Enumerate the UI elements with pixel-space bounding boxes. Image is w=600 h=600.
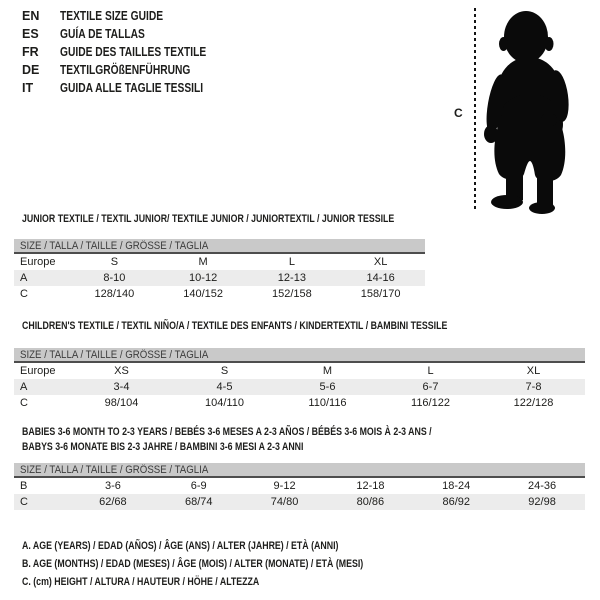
language-code: ES [22,27,39,41]
babies-section-title-line2: BABYS 3-6 MONATE BIS 2-3 JAHRE / BAMBINI 3-6 MESI A 2-3 ANNI [22,441,304,453]
table-cell: 74/80 [270,496,299,508]
row-label-cell: Europe [20,365,56,377]
language-title: GUIDE DES TAILLES TEXTILE [60,45,207,59]
table-cell: 7-8 [525,381,542,393]
language-row [22,7,238,25]
table-cell: 110/116 [308,397,347,409]
babies-section-title-line1: BABIES 3-6 MONTH TO 2-3 YEARS / BEBÉS 3-6 MESES A 2-3 AÑOS / BÉBÉS 3-6 MOIS À 2-3 ANS / [22,426,432,438]
table-cell: 3-6 [104,480,121,492]
table-cell: 12-18 [356,480,385,492]
column-header-cell: L [288,256,295,268]
children-age-row [14,379,585,395]
footnote-age-years: A. AGE (YEARS) / EDAD (AÑOS) / ÂGE (ANS) / ALTER (JAHRE) / ETÀ (ANNI) [22,540,339,552]
junior-height-row [14,286,425,302]
junior-age-row [14,270,425,286]
size-header-label: SIZE / TALLA / TAILLE / GRÖSSE / TAGLIA [20,463,209,476]
table-cell: 3-4 [113,381,130,393]
column-header-cell: L [427,365,434,377]
table-cell: 10-12 [189,272,218,284]
language-row [22,43,238,61]
babies-age-row [14,478,585,494]
children-size-row [14,363,585,379]
table-cell: 152/158 [271,288,312,300]
footnote-height: C. (cm) HEIGHT / ALTURA / HAUTEUR / HÖHE / ALTEZZA [22,576,260,588]
table-cell: 80/86 [356,496,385,508]
row-label-cell: A [20,381,28,393]
table-cell: 116/122 [411,397,450,409]
height-measure-dashed-line [474,8,476,210]
row-label-cell: B [20,480,28,492]
children-table-header-bar [14,348,585,363]
table-cell: 86/92 [442,496,470,508]
children-height-row [14,395,585,411]
baby-silhouette-icon [479,4,599,216]
table-cell: 14-16 [366,272,395,284]
table-cell: 6-9 [190,480,207,492]
table-cell: 140/152 [183,288,223,300]
row-label-cell: C [20,496,28,508]
language-title: GUIDA ALLE TAGLIE TESSILI [60,81,204,95]
row-label-cell: Europe [20,256,56,268]
column-header-cell: S [220,365,229,377]
column-header-cell: XL [526,365,541,377]
footnote-age-months: B. AGE (MONTHS) / EDAD (MESES) / ÂGE (MOIS) / ALTER (MONATE) / ETÀ (MESI) [22,558,364,570]
language-title: TEXTILE SIZE GUIDE [60,9,164,23]
column-header-cell: S [110,256,119,268]
babies-table-header-bar [14,463,585,478]
language-code: DE [22,63,40,77]
table-cell: 9-12 [273,480,296,492]
language-row [22,61,238,79]
language-code: FR [22,45,39,59]
table-cell: 104/110 [205,397,244,409]
size-header-label: SIZE / TALLA / TAILLE / GRÖSSE / TAGLIA [20,348,209,361]
table-cell: 98/104 [104,397,139,409]
table-cell: 62/68 [99,496,127,508]
height-measure-label: C [454,106,463,120]
table-cell: 158/170 [360,288,401,300]
language-row [22,79,238,97]
table-cell: 12-13 [277,272,306,284]
babies-height-row [14,494,585,510]
language-code: IT [22,81,34,95]
column-header-cell: M [322,365,333,377]
table-cell: 4-5 [216,381,233,393]
junior-table-header-bar [14,239,425,254]
row-label-cell: C [20,397,28,409]
language-code: EN [22,9,40,23]
table-cell: 68/74 [184,496,213,508]
table-cell: 24-36 [527,480,557,492]
column-header-cell: XS [114,365,129,377]
column-header-cell: M [198,256,208,268]
language-title-list [22,7,238,97]
language-row [22,25,238,43]
column-header-cell: XL [373,256,388,268]
junior-section-title: JUNIOR TEXTILE / TEXTIL JUNIOR/ TEXTILE JUNIOR / JUNIORTEXTIL / JUNIOR TESSILE [22,213,395,225]
language-title: TEXTILGRÖßENFÜHRUNG [60,63,191,77]
language-title: GUÍA DE TALLAS [60,27,145,41]
table-cell: 18-24 [442,480,471,492]
table-cell: 122/128 [513,397,554,409]
children-size-table [14,348,585,411]
table-cell: 8-10 [103,272,126,284]
size-header-label: SIZE / TALLA / TAILLE / GRÖSSE / TAGLIA [20,239,209,252]
row-label-cell: A [20,272,28,284]
row-label-cell: C [20,288,28,300]
table-cell: 128/140 [94,288,135,300]
table-cell: 6-7 [422,381,439,393]
junior-size-table [14,239,425,302]
footnotes [22,537,449,591]
babies-size-table [14,463,585,510]
junior-size-row [14,254,425,270]
table-cell: 92/98 [528,496,556,508]
table-cell: 5-6 [319,381,336,393]
children-section-title: CHILDREN'S TEXTILE / TEXTIL NIÑO/A / TEXTILE DES ENFANTS / KINDERTEXTIL / BAMBINI TESSILE [22,320,448,332]
